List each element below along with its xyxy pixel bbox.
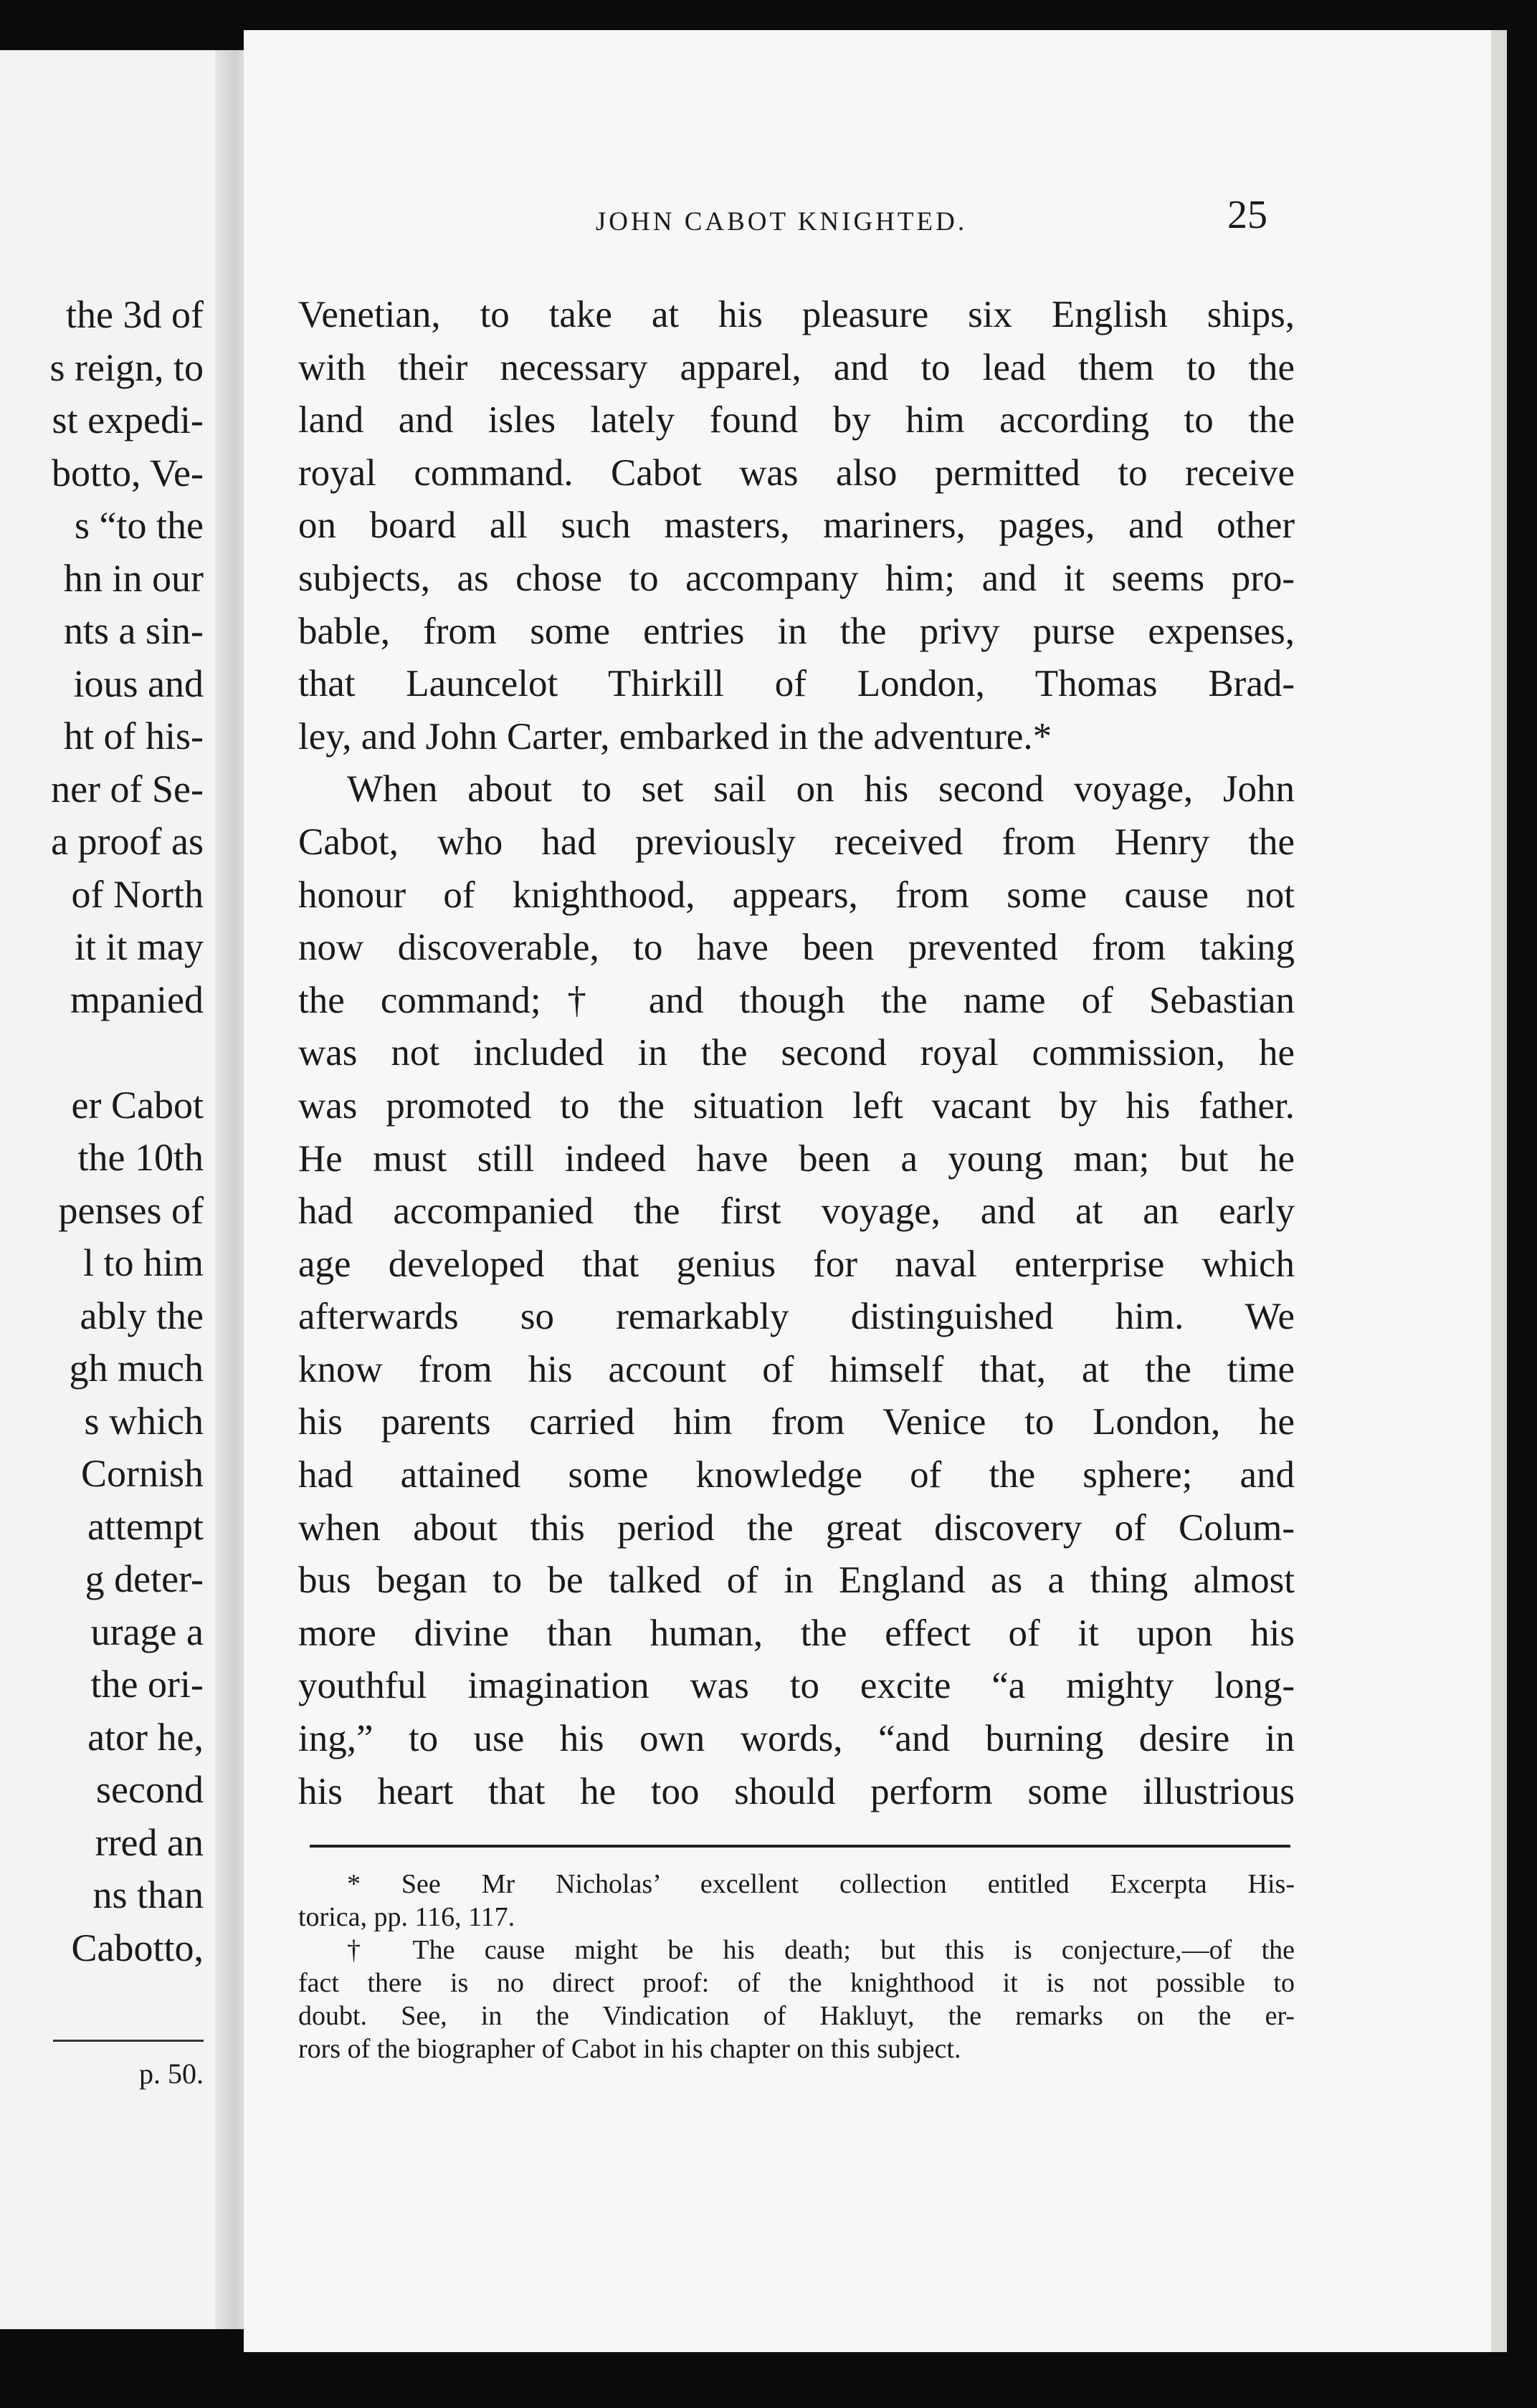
left-text-line [0, 1026, 204, 1079]
left-text-line: a proof as [51, 820, 204, 863]
left-text-line: the ori- [90, 1663, 204, 1706]
body-line: honour of knighthood, appears, from some cause not [298, 874, 1295, 916]
left-text-line: the 10th [77, 1136, 204, 1179]
left-text-line: s reign, to [49, 345, 204, 389]
left-text-line: ator he, [87, 1715, 204, 1759]
body-line: was promoted to the situation left vacant by his father. [298, 1084, 1295, 1127]
footnote-line: † The cause might be his death; but this is conjecture,—of the [347, 1935, 1295, 1965]
page-number: 25 [1227, 193, 1267, 237]
left-text-line: ht of his- [64, 715, 204, 758]
body-line: ing,” to use his own words, “and burning desire in [298, 1718, 1295, 1760]
body-line: on board all such masters, mariners, pages, and other [298, 505, 1295, 547]
body-line: now discoverable, to have been prevented from taking [298, 927, 1295, 969]
body-line: Venetian, to take at his pleasure six English ships, [298, 294, 1295, 335]
body-text [298, 289, 1295, 1818]
footnote-rule [310, 1845, 1290, 1848]
body-line: bable, from some entries in the privy purse expenses, [298, 610, 1295, 652]
left-text-line: mpanied [70, 978, 204, 1021]
left-page [0, 50, 241, 2329]
footnotes [298, 1868, 1295, 2065]
left-text-line: s which [84, 1399, 204, 1443]
body-line: Cabot, who had previously received from Henry the [298, 821, 1295, 863]
page-edge [1491, 30, 1507, 2352]
body-line: was not included in the second royal commission, he [298, 1032, 1295, 1074]
left-text-line: second [96, 1768, 204, 1811]
body-line: his heart that he too should perform some illustrious [298, 1770, 1295, 1812]
footnote-line: * See Mr Nicholas’ excellent collection entitled Excerpta His- [347, 1869, 1295, 1899]
body-line: subjects, as chose to accompany him; and it seems pro- [298, 557, 1295, 599]
left-text-line: er Cabot [71, 1083, 204, 1127]
footnote-line: fact there is no direct proof: of the knighthood it is not possible to [298, 1968, 1295, 1998]
footnote-line: doubt. See, in the Vindication of Hakluyt, the remarks on the er- [298, 2001, 1295, 2031]
left-text-line: g deter- [85, 1557, 204, 1600]
left-footnote: p. 50. [139, 2058, 204, 2090]
left-text-line: st expedi- [52, 398, 204, 441]
body-line: had attained some knowledge of the sphere; and [298, 1454, 1295, 1496]
left-text-line: Cabotto, [71, 1926, 204, 1969]
body-line: ley, and John Carter, embarked in the adventure.* [298, 715, 1052, 758]
body-line: know from his account of himself that, at the time [298, 1348, 1295, 1390]
body-line: bus began to be talked of in England as a thing almost [298, 1559, 1295, 1602]
left-text-line: ably the [80, 1294, 204, 1337]
body-line: afterwards so remarkably distinguished him. We [298, 1296, 1295, 1338]
footnote-line: rors of the biographer of Cabot in his chapter on this subject. [298, 2034, 961, 2064]
left-page-text [0, 289, 204, 1974]
left-text-line: gh much [69, 1347, 204, 1390]
scan-border-right [1507, 0, 1537, 2408]
body-line: had accompanied the first voyage, and at an early [298, 1190, 1295, 1233]
left-text-line: it it may [75, 925, 204, 968]
left-text-line: l to him [82, 1241, 204, 1284]
body-line: royal command. Cabot was also permitted to receive [298, 452, 1295, 494]
body-line: with their necessary apparel, and to lead them to the [298, 346, 1295, 388]
body-line: youthful imagination was to excite “a mighty long- [298, 1665, 1295, 1707]
left-text-line: of North [71, 872, 204, 916]
body-line: age developed that genius for naval enterprise which [298, 1243, 1295, 1285]
scan-border-bottom [0, 2355, 1537, 2408]
left-text-line: s “to the [75, 504, 204, 547]
running-head: JOHN CABOT KNIGHTED. [595, 207, 968, 236]
left-text-line: the 3d of [66, 293, 204, 336]
left-text-line: rred an [95, 1820, 204, 1864]
left-text-line: urage a [90, 1610, 204, 1653]
body-line: more divine than human, the effect of it upon his [298, 1612, 1295, 1654]
body-line: that Launcelot Thirkill of London, Thomas Brad- [298, 663, 1295, 705]
left-text-line: Cornish [80, 1452, 204, 1495]
left-text-line: ns than [92, 1873, 204, 1916]
footnote-line: torica, pp. 116, 117. [298, 1902, 515, 1932]
body-line: his parents carried him from Venice to London, he [298, 1401, 1295, 1443]
body-line: the command;† and though the name of Sebastian [298, 979, 1295, 1021]
left-text-line: nts a sin- [64, 609, 204, 652]
body-line: When about to set sail on his second voyage, John [347, 768, 1295, 811]
left-text-line: botto, Ve- [52, 451, 204, 494]
left-text-line: ner of Se- [51, 767, 204, 811]
left-text-line: attempt [87, 1504, 204, 1548]
left-text-line: hn in our [64, 556, 204, 600]
body-line: land and isles lately found by him according to the [298, 399, 1295, 441]
left-text-line: ious and [73, 661, 204, 705]
body-line: He must still indeed have been a young man; but he [298, 1137, 1295, 1180]
left-text-line: penses of [58, 1188, 204, 1232]
body-line: when about this period the great discovery of Colum- [298, 1506, 1295, 1549]
left-footnote-rule [53, 2040, 204, 2042]
